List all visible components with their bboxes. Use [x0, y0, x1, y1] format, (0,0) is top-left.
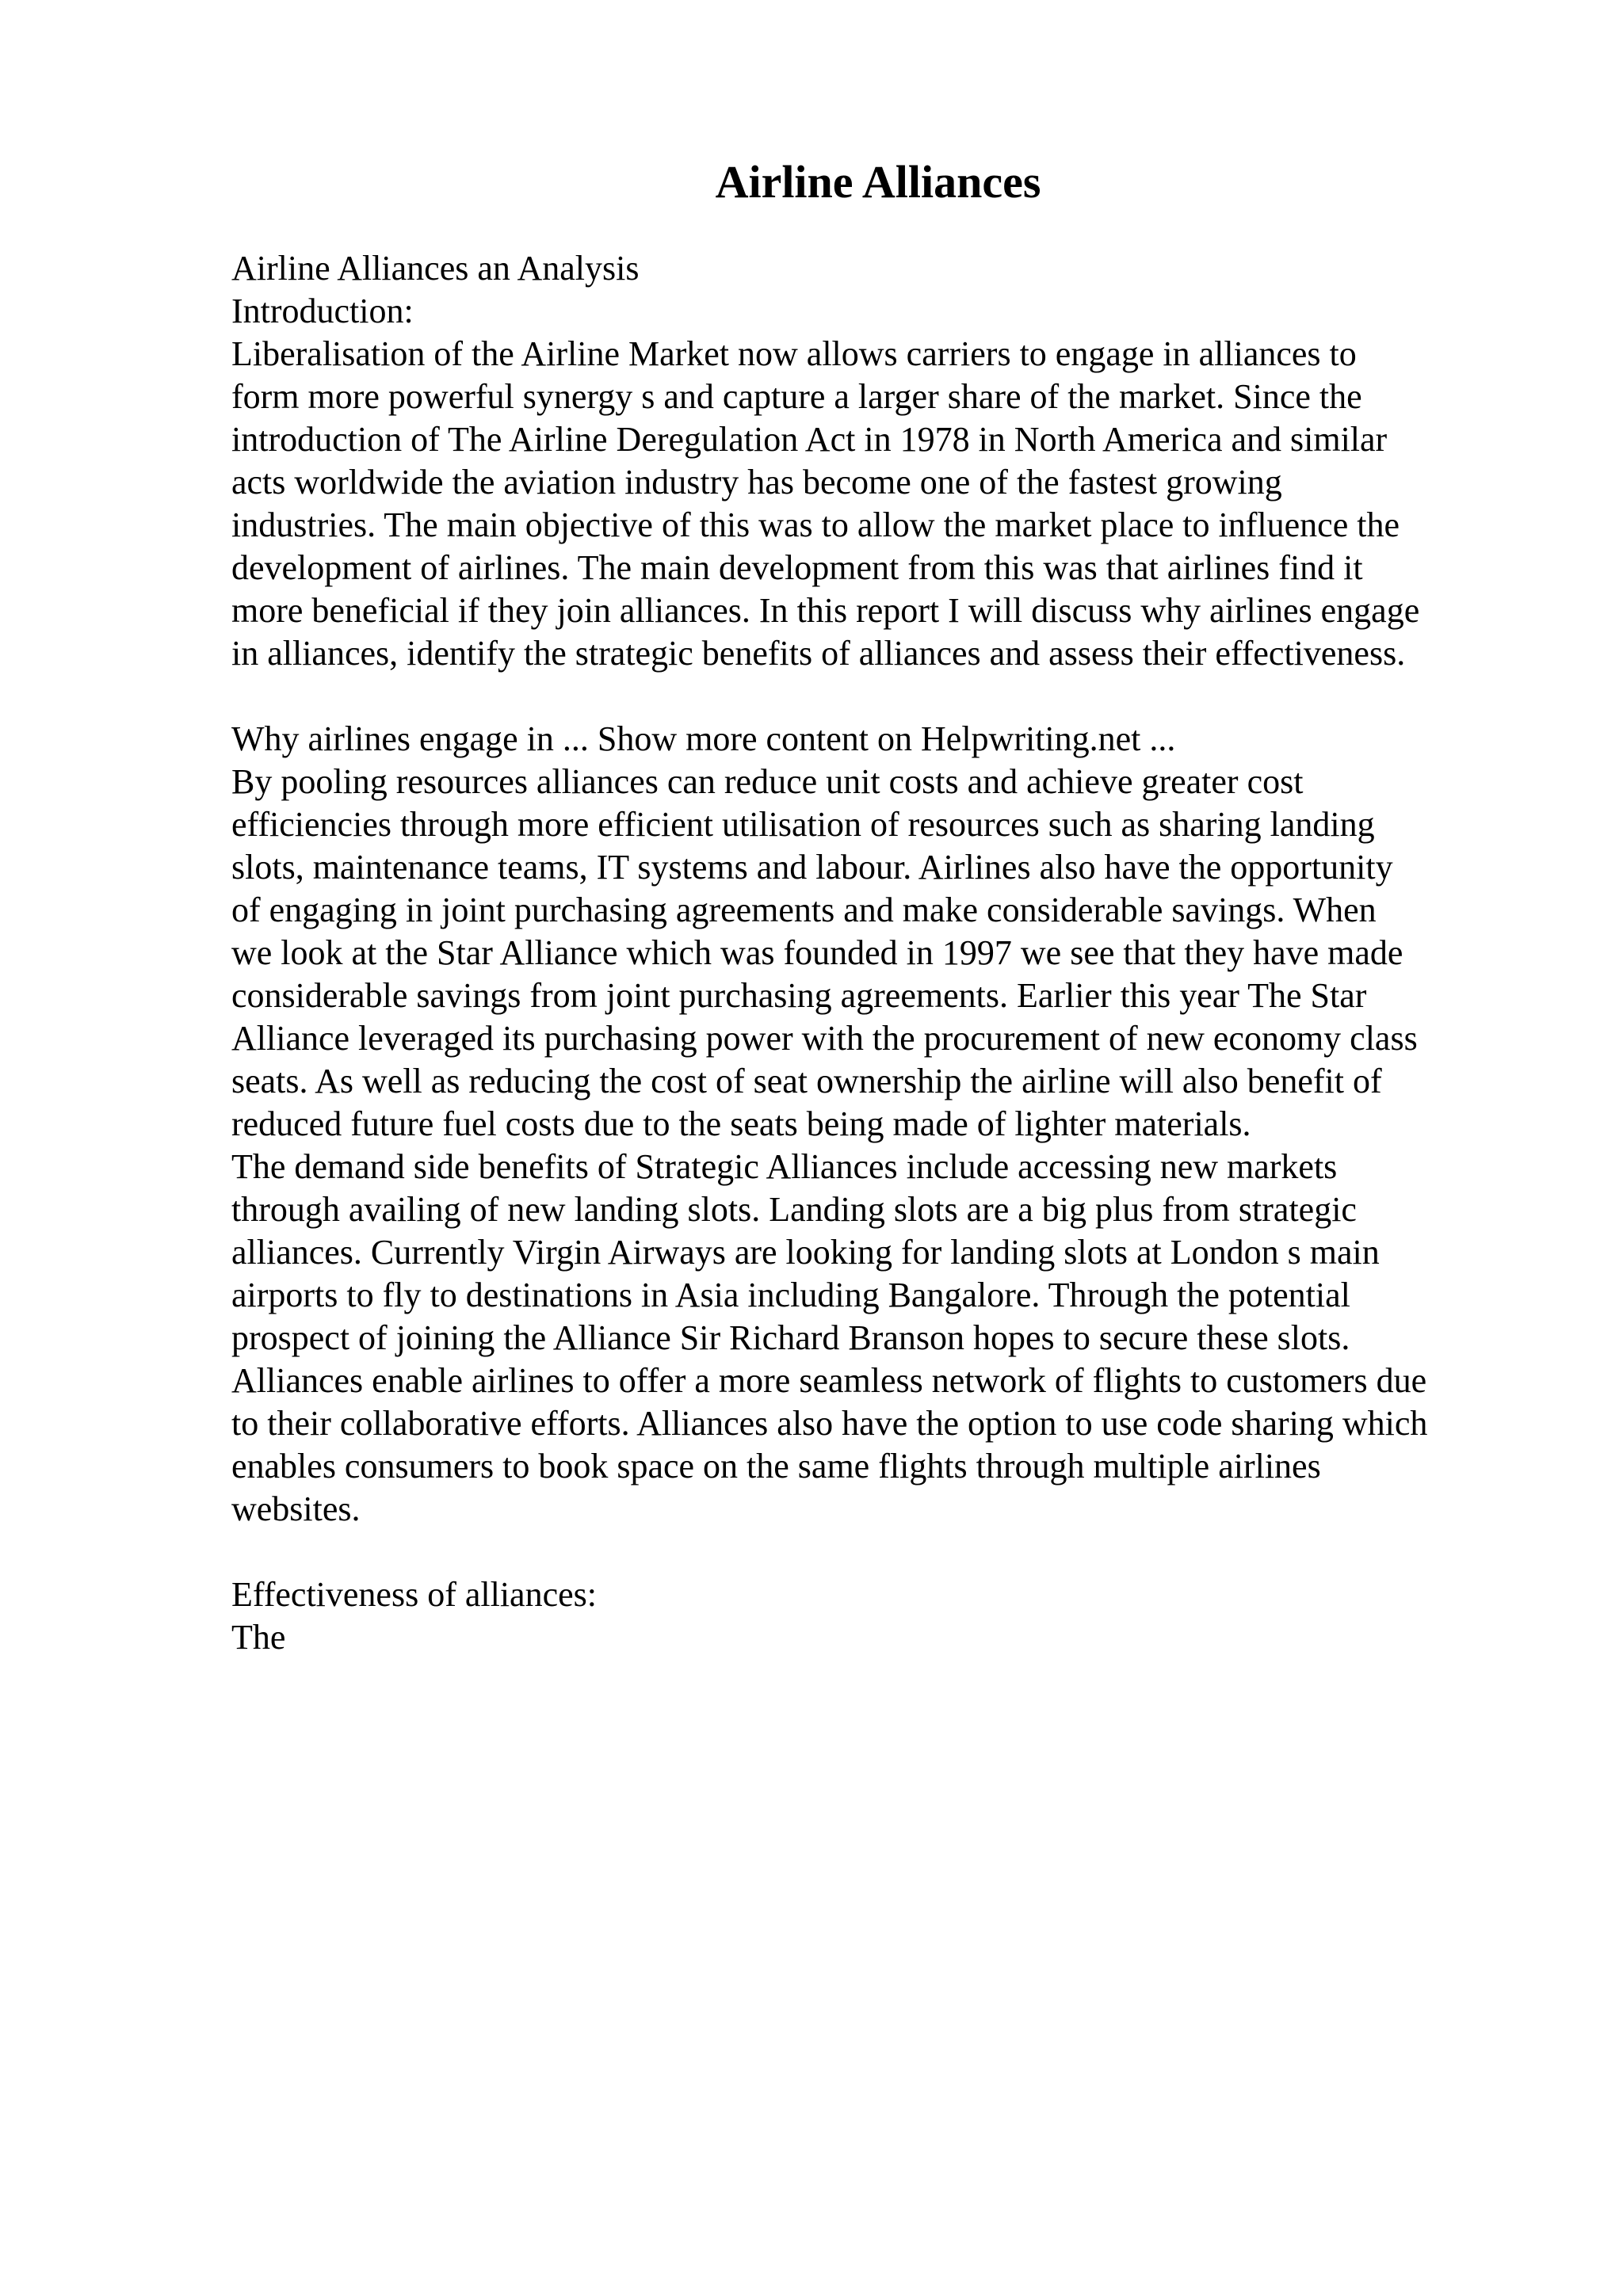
- text-line: By pooling resources alliances can reduce unit costs and achieve greater cost: [231, 762, 1304, 801]
- text-line: we look at the Star Alliance which was founded in 1997 we see that they have made: [231, 933, 1403, 972]
- text-line: form more powerful synergy s and capture a larger share of the market. Since the: [231, 377, 1362, 416]
- text-line: slots, maintenance teams, IT systems and labour. Airlines also have the opportunity: [231, 848, 1393, 887]
- text-line: prospect of joining the Alliance Sir Richard Branson hopes to secure these slots.: [231, 1318, 1350, 1357]
- text-line: acts worldwide the aviation industry has become one of the fastest growing: [231, 463, 1282, 502]
- text-line: Airline Alliances an Analysis: [231, 249, 640, 288]
- text-line: Effectiveness of alliances:: [231, 1575, 597, 1614]
- text-line: Alliance leveraged its purchasing power with the procurement of new economy class: [231, 1019, 1418, 1058]
- text-line: reduced future fuel costs due to the seats being made of lighter materials.: [231, 1104, 1251, 1143]
- text-line: Alliances enable airlines to offer a more seamless network of flights to customers due: [231, 1361, 1427, 1400]
- text-line: The: [231, 1618, 286, 1657]
- text-line: efficiencies through more efficient utilisation of resources such as sharing landing: [231, 805, 1375, 844]
- text-line: introduction of The Airline Deregulation Act in 1978 in North America and similar: [231, 420, 1388, 459]
- text-line: websites.: [231, 1489, 361, 1528]
- text-line: to their collaborative efforts. Alliances also have the option to use code sharing which: [231, 1404, 1428, 1443]
- text-line: in alliances, identify the strategic benefits of alliances and assess their effectiveness.: [231, 634, 1406, 673]
- document-title: Airline Alliances: [715, 156, 1041, 208]
- text-line: The demand side benefits of Strategic Alliances include accessing new markets: [231, 1147, 1338, 1186]
- text-line: seats. As well as reducing the cost of seat ownership the airline will also benefit of: [231, 1062, 1382, 1100]
- text-line: considerable savings from joint purchasing agreements. Earlier this year The Star: [231, 976, 1367, 1015]
- text-line: alliances. Currently Virgin Airways are looking for landing slots at London s main: [231, 1233, 1380, 1272]
- text-line: Introduction:: [231, 292, 414, 330]
- text-line: Why airlines engage in ... Show more content on Helpwriting.net ...: [231, 719, 1176, 758]
- text-line: industries. The main objective of this was to allow the market place to influence the: [231, 505, 1400, 544]
- text-line: through availing of new landing slots. Landing slots are a big plus from strategic: [231, 1190, 1357, 1229]
- text-line: more beneficial if they join alliances. In this report I will discuss why airlines engage: [231, 591, 1420, 630]
- text-line: enables consumers to book space on the same flights through multiple airlines: [231, 1447, 1321, 1486]
- text-line: of engaging in joint purchasing agreements and make considerable savings. When: [231, 891, 1377, 929]
- text-line: Liberalisation of the Airline Market now allows carriers to engage in alliances to: [231, 334, 1357, 373]
- text-line: development of airlines. The main development from this was that airlines find it: [231, 548, 1363, 587]
- text-line: airports to fly to destinations in Asia including Bangalore. Through the potential: [231, 1276, 1350, 1314]
